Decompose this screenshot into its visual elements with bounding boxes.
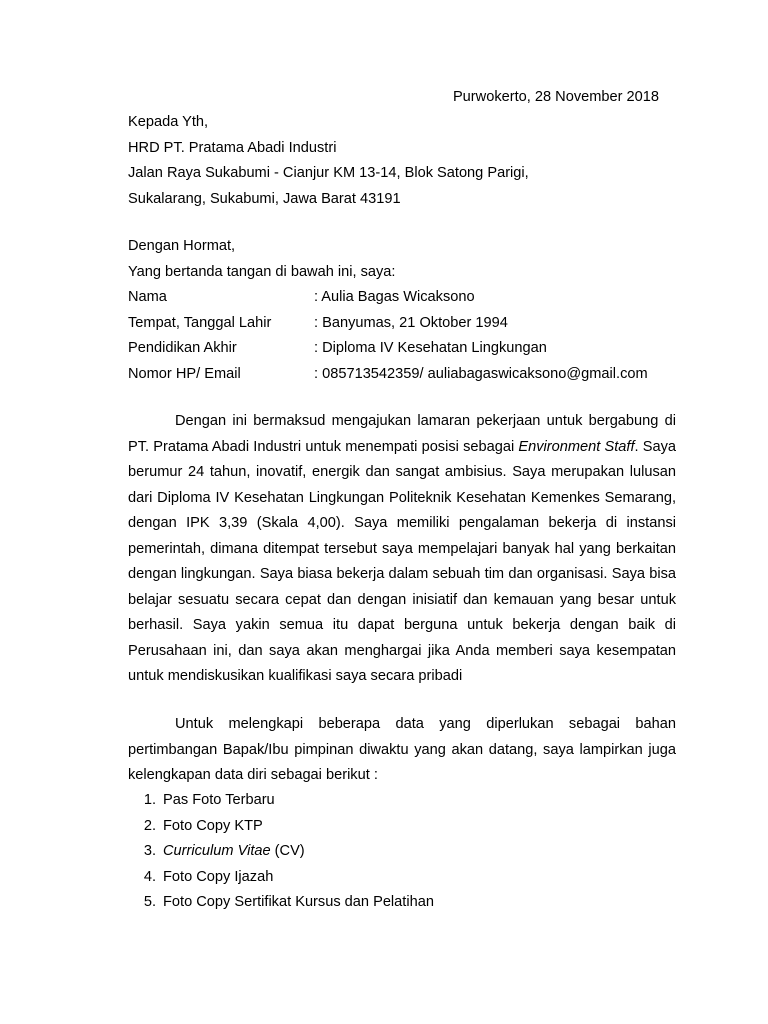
identity-label: Tempat, Tanggal Lahir — [128, 314, 272, 331]
intro-line: Yang bertanda tangan di bawah ini, saya: — [128, 263, 396, 280]
paragraph1-part2: . Saya berumur 24 tahun, inovatif, energik dan sangat ambisius. Saya merupakan lulusan dari Diploma IV Kesehatan Lingkungan Politeknik Kesehatan Kemenkes Semarang, dengan IPK 3,39 (Skala 4,00). Saya memiliki pengalaman bekerja di instansi pemerintah, dimana ditempat tersebut saya mempelajari banyak hal yang berkaitan dengan lingkungan. Saya biasa bekerja dalam sebuah tim dan organisasi. Saya bisa belajar sesuatu secara cepat dan dengan inisiatif dan kemauan yang besar untuk berhasil. Saya yakin semua itu dapat berguna untuk bekerja dengan baik di Perusahaan ini, dan saya akan menghargai jika Anda memberi saya kesempatan untuk mendiskusikan kualifikasi saya secara pribadi — [128, 438, 676, 684]
list-text: Pas Foto Terbaru — [163, 792, 275, 808]
list-item — [128, 839, 676, 865]
recipient-name: HRD PT. Pratama Abadi Industri — [128, 139, 337, 156]
paragraph1-part1: Dengan ini bermaksud mengajukan lamaran pekerjaan untuk bergabung di PT. Pratama Abadi Industri untuk menempati posisi sebagai — [128, 413, 676, 455]
list-item — [128, 814, 676, 840]
paragraph2-text: Untuk melengkapi beberapa data yang diperlukan sebagai bahan pertimbangan Bapak/Ibu pimpinan diwaktu yang akan datang, saya lampirkan juga kelengkapan data diri sebagai berikut : — [128, 716, 676, 783]
list-text: Foto Copy Ijazah — [163, 868, 274, 885]
list-text: Foto Copy KTP — [163, 817, 263, 834]
identity-value: : Banyumas, 21 Oktober 1994 — [314, 314, 508, 331]
recipient-salutation: Kepada Yth, — [128, 114, 209, 130]
list-number: 1. — [143, 792, 156, 808]
recipient-address-line2: Sukalarang, Sukabumi, Jawa Barat 43191 — [128, 190, 401, 207]
identity-label: Nomor HP/ Email — [128, 365, 241, 382]
identity-label: Pendidikan Akhir — [128, 340, 237, 356]
list-item — [128, 890, 676, 916]
list-item — [128, 865, 676, 891]
opening-line: Dengan Hormat, — [128, 238, 236, 254]
attachment-list — [128, 788, 676, 916]
identity-value: : Aulia Bagas Wicaksono — [314, 289, 475, 305]
identity-label: Nama — [128, 289, 167, 305]
list-number: 5. — [143, 894, 156, 910]
body-paragraph-2 — [128, 712, 676, 789]
greeting-block — [128, 234, 676, 387]
list-text-suffix: (CV) — [270, 843, 305, 859]
identity-value: : 085713542359/ auliabagaswicaksono@gmail.com — [314, 365, 648, 382]
date-line: Purwokerto, 28 November 2018 — [452, 89, 659, 105]
list-text: Foto Copy Sertifikat Kursus dan Pelatihan — [163, 894, 434, 910]
position-title: Environment Staff — [518, 438, 635, 455]
list-number: 3. — [143, 843, 156, 859]
list-number: 4. — [143, 868, 156, 885]
recipient-block — [128, 110, 676, 212]
list-text — [156, 839, 305, 865]
body-paragraph-1 — [128, 409, 676, 690]
identity-row-name — [128, 285, 676, 311]
identity-value: : Diploma IV Kesehatan Lingkungan — [314, 340, 547, 356]
list-number: 2. — [143, 817, 156, 834]
recipient-address-line1: Jalan Raya Sukabumi - Cianjur KM 13-14, Blok Satong Parigi, — [128, 165, 529, 181]
identity-row-contact — [128, 362, 676, 388]
list-item — [128, 788, 676, 814]
list-text-italic: Curriculum Vitae — [163, 843, 271, 859]
identity-row-education — [128, 336, 676, 362]
identity-row-birth — [128, 311, 676, 337]
